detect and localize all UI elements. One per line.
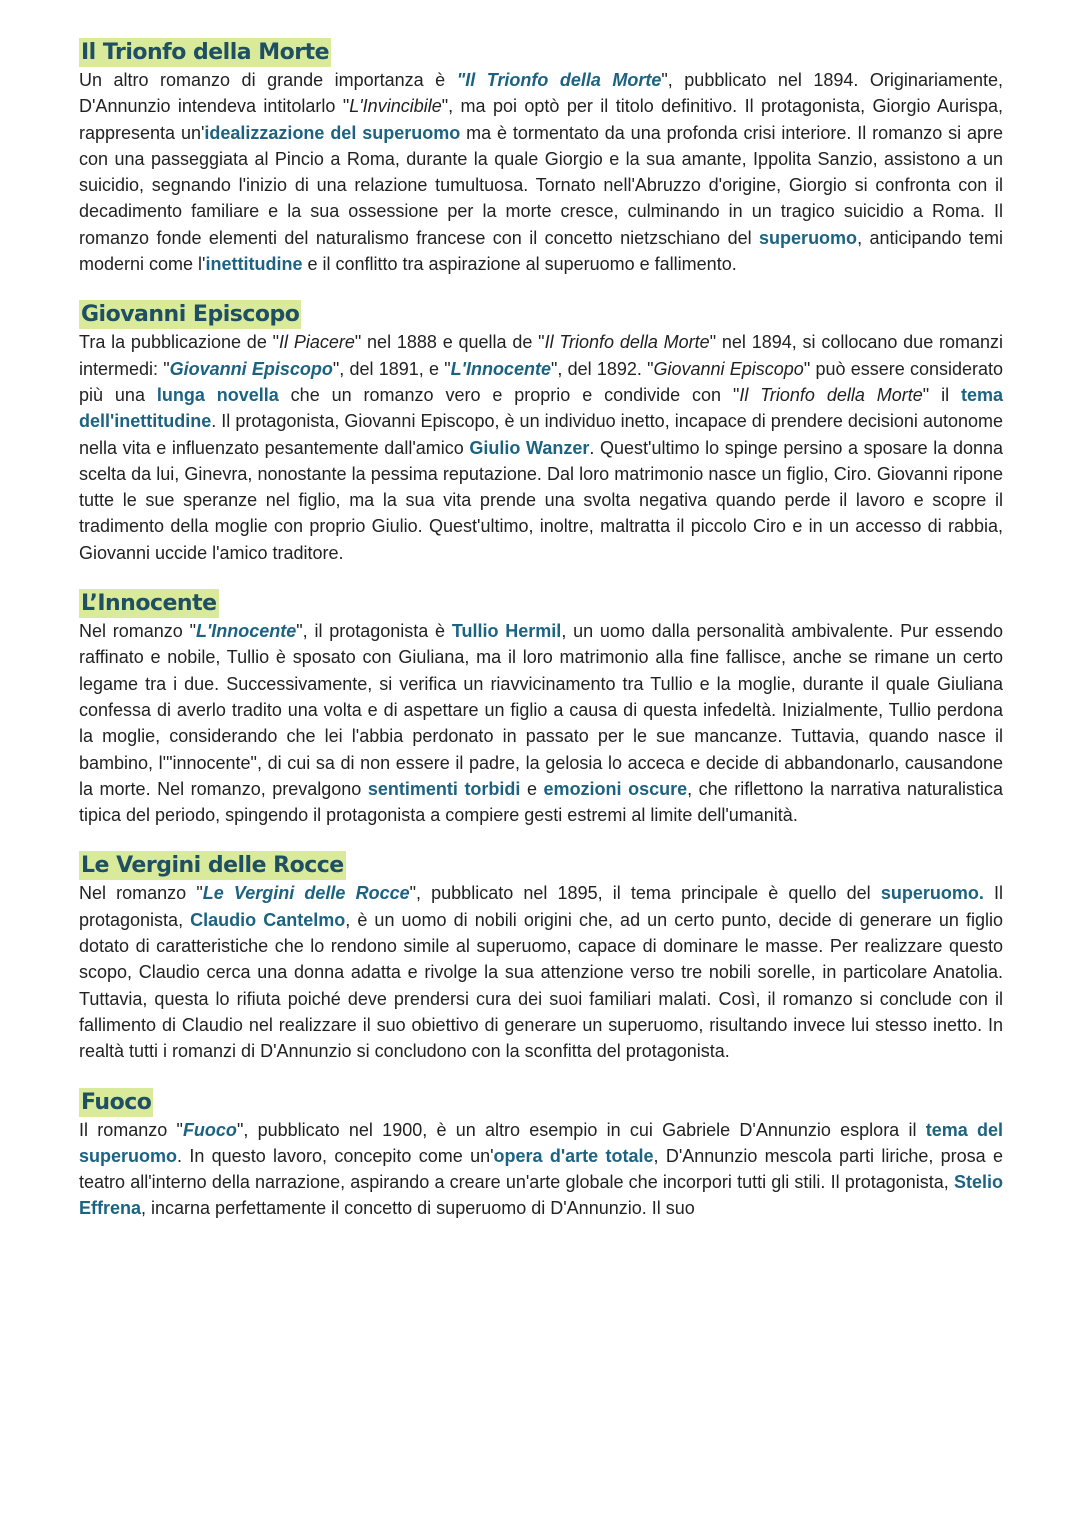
section-heading: Le Vergini delle Rocce [81,853,344,879]
highlighted-term: idealizzazione del superuomo [204,122,461,143]
highlighted-term: Giulio Wanzer [469,437,590,458]
text-run: Il romanzo " [79,1119,183,1140]
section-paragraph [79,880,1003,1064]
italic-title: Giovanni Episcopo [653,358,804,379]
section-fuoco [79,1088,1003,1222]
text-run: . In questo lavoro, concepito come un' [177,1145,494,1166]
highlighted-term: tema del superuomo [79,1119,1003,1166]
highlighted-term: inettitudine [205,254,303,275]
italic-title: L'Invincibile [349,96,442,117]
highlighted-term: Stelio Effrena [79,1172,1003,1219]
text-run: ", pubblicato nel 1900, è un altro esempio in cui Gabriele D'Annunzio esplora il [236,1119,926,1140]
text-run: Nel romanzo " [79,883,203,904]
text-run: , anticipando temi moderni come l' [79,227,1003,275]
highlighted-term: Claudio Cantelmo [190,909,346,930]
highlighted-term: Giovanni Episcopo [169,358,333,379]
highlighted-term: tema dell'inettitudine [79,384,1003,432]
text-run: , incarna perfettamente il concetto di superuomo di D'Annunzio. Il suo [141,1198,695,1219]
text-run: " nel 1894, si collocano due romanzi intermedi: " [79,332,1004,379]
text-run: , D'Annunzio mescola parti liriche, prosa e teatro all'interno della narrazione, aspirando a creare un'arte globale che incorpori tutti gli stili. Il protagonista, [79,1145,1004,1193]
highlighted-term: Fuoco [182,1119,237,1140]
text-run: " può essere considerato più una [79,358,1004,405]
document-body [79,38,1003,1245]
section-innocente [79,589,1003,828]
section-heading: Il Trionfo della Morte [81,40,330,65]
highlighted-term: opera d'arte totale [493,1145,654,1166]
text-run: " nel 1888 e quella de " [354,332,545,353]
section-heading: Giovanni Episcopo [81,302,300,328]
text-run: ma è tormentato da una profonda crisi interiore. Il romanzo si apre con una passeggiata al Pincio a Roma, durante la quale Giorgio e la sua amante, Ippolita Sanzio, assistono a un suicidio, segnando l'inizio di una relazione tumultuosa. Tornato nell'Abruzzo d'origine, Giorgio si confronta con il decadimento familiare e la sua ossessione per la morte cresce, culminando in un tragico suicidio a Roma. Il romanzo fonde elementi del naturalismo francese con il concetto nietzschiano del [79,122,1003,248]
highlighted-term: sentimenti torbidi [367,778,521,799]
text-run: ", il protagonista è [296,621,452,642]
highlighted-term: superuomo [759,227,858,248]
text-run: Un altro romanzo di grande importanza è [79,70,457,90]
highlighted-term: superuomo. [880,883,984,904]
highlighted-term: Le Vergini delle Rocce [202,883,410,904]
highlighted-term: emozioni oscure [543,778,688,799]
italic-title: Il Trionfo della Morte [544,332,710,353]
italic-title: Il Piacere [279,332,355,353]
highlighted-term: Tullio Hermil [451,621,562,642]
italic-title: Il Trionfo della Morte [739,384,923,405]
highlighted-term: lunga novella [156,384,279,405]
highlighted-term: L'Innocente [195,621,297,642]
text-run: Tra la pubblicazione de " [79,332,280,353]
section-heading: L’Innocente [81,591,217,617]
section-heading: Fuoco [81,1089,152,1115]
text-run: e il conflitto tra aspirazione al superuomo e fallimento. [302,254,737,275]
section-paragraph [79,618,1003,828]
highlighted-term: "Il Trionfo della Morte [456,70,662,90]
text-run: ", ma poi optò per il titolo definitivo. Il protagonista, Giorgio Aurispa, rappresenta un' [79,96,1003,143]
highlighted-term: L'Innocente [450,358,551,379]
section-vergini-delle-rocce [79,851,1003,1064]
text-run: . Il protagonista, Giovanni Episcopo, è un individuo inetto, incapace di prendere decisioni autonome nella vita e influenzato pesantemente dall'amico [79,411,1003,458]
text-run: che un romanzo vero e proprio e condivide con " [278,384,740,405]
section-paragraph [79,329,1003,566]
text-run: ", del 1891, e " [332,358,451,379]
text-run: Nel romanzo " [79,621,196,642]
section-paragraph [79,67,1003,277]
section-giovanni-episcopo [79,300,1003,566]
text-run: , un uomo dalla personalità ambivalente. Pur essendo raffinato e nobile, Tullio è sposato con Giuliana, ma il loro matrimonio alla fine fallisce, anche se rimane un certo legame tra i due. Successivamente, si verifica un riavvicinamento tra Tullio e la moglie, durante il quale Giuliana confessa di averlo tradito una volta e di aspettare un figlio a causa di questa infedeltà. Inizialmente, Tullio perdona la moglie, considerando che lei l'abbia perdonato in passato per le sue mancanze. Tuttavia, quando nasce il bambino, l'"innocente", di cui sa di non essere il padre, la gelosia lo acceca e decide di abbandonarlo, causandone la morte. Nel romanzo, prevalgono [79,621,1003,799]
text-run: ", del 1892. " [550,358,654,379]
text-run: ", pubblicato nel 1895, il tema principale è quello del [409,883,881,904]
text-run: , che riflettono la narrativa naturalistica tipica del periodo, spingendo il protagonista a compiere gesti estremi al limite dell'umanità. [79,778,1004,826]
text-run: Il protagonista, [79,883,1003,930]
text-run: " il [922,384,961,405]
text-run: . Quest'ultimo lo spinge persino a sposare la donna scelta da lui, Ginevra, nonostante la pessima reputazione. Dal loro matrimonio nasce un figlio, Ciro. Giovanni ripone tutte le sue speranze nel figlio, ma la sua vita prende una svolta negativa quando perde il lavoro e scopre il tradimento della moglie con proprio Giulio. Quest'ultimo, inoltre, maltratta il piccolo Ciro e in un accesso di rabbia, Giovanni uccide l'amico traditore. [79,437,1003,563]
text-run: , è un uomo di nobili origini che, ad un certo punto, decide di generare un figlio dotato di caratteristiche che lo rendono simile al superuomo, capace di dominare le masse. Per realizzare questo scopo, Claudio cerca una donna adatta e rivolge la sua attenzione verso tre nobili sorelle, in particolare Anatolia. Tuttavia, questa lo rifiuta poiché deve prendersi cura dei suoi familiari malati. Così, il romanzo si conclude con il fallimento di Claudio nel realizzare il suo obiettivo di generare un superuomo, risultando invece lui stesso inetto. In realtà tutti i romanzi di D'Annunzio si concludono con la sconfitta del protagonista. [79,909,1003,1062]
text-run: e [520,778,544,799]
section-paragraph [79,1117,1003,1222]
section-trionfo-della-morte [79,38,1003,277]
text-run: ", pubblicato nel 1894. Originariamente, D'Annunzio intendeva intitolarlo " [79,70,1003,117]
